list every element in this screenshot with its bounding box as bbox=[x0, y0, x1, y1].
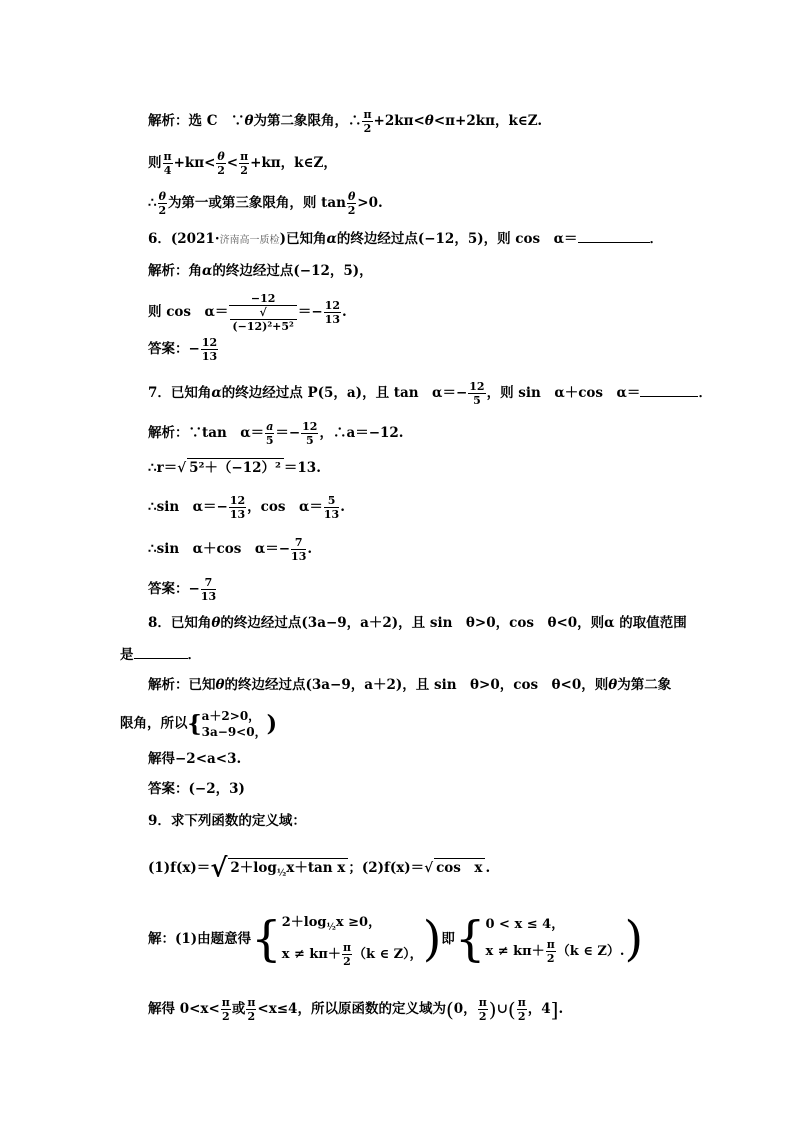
q7-sin-cos: ∴sin α＝− $\frac{12}{13}$ ，cos α＝ $\frac{5}{13}$ . bbox=[148, 494, 345, 521]
question-9: 9．求下列函数的定义域： bbox=[148, 813, 306, 829]
fraction: $\frac{\pi}{2}$ bbox=[478, 996, 487, 1023]
fraction: $\frac{\pi}{2}$ bbox=[221, 996, 230, 1023]
inequality-system: a＋2>0， 3a−9<0， bbox=[201, 709, 267, 739]
q8-answer: 答案：(−2，3) bbox=[148, 781, 245, 797]
answer-blank bbox=[578, 230, 650, 243]
fraction: $\frac{\pi}{2}$ bbox=[247, 996, 256, 1023]
fraction: $\frac{12}{5}$ bbox=[469, 380, 485, 407]
q8-solution-line: 解析：已知θ的终边经过点(3a−9，a＋2)，且 sin θ>0，cos θ<0，则θ为第二象 bbox=[148, 677, 672, 693]
solution-line-3: ∴ $\frac{\theta}{2}$ 为第一或第三象限角，则 tan $\frac{\theta}{2}$ >0. bbox=[148, 190, 383, 217]
fraction: $\frac{\theta}{2}$ bbox=[347, 190, 356, 217]
q9-functions: (1)f(x)＝√ $2+\log_{\frac{1}{2}}x+\tan$ x ；(2)f(x)＝√ cos x . bbox=[148, 853, 491, 884]
condition-system: $2+\log_{\frac{1}{2}}x \ge 0$， x ≠ kπ＋ $\frac{\pi}{2}$ （k ∈ Z）， bbox=[281, 915, 423, 968]
fraction: $\frac{12}{13}$ bbox=[324, 299, 340, 326]
fraction: $\frac{\theta}{2}$ bbox=[158, 190, 167, 217]
fraction: $\frac{7}{13}$ bbox=[291, 536, 307, 563]
answer-blank bbox=[134, 646, 188, 659]
fraction: $\frac{5}{13}$ bbox=[323, 494, 340, 521]
q8-solve: 解得−2<a<3. bbox=[148, 751, 242, 767]
fraction: $\frac{\pi}{2}$ bbox=[546, 938, 555, 966]
fraction: $\frac{7}{13}$ bbox=[200, 576, 217, 603]
q7-radius: ∴r＝√ 5²＋（−12）² ＝13. bbox=[148, 460, 321, 476]
question-8: 8．已知角θ的终边经过点(3a−9，a＋2)，且 sin θ>0，cos θ<0，则α 的取值范围 bbox=[148, 615, 687, 631]
fraction: $\frac{12}{5}$ bbox=[302, 420, 318, 447]
solution-line-2: 则 $\frac{\pi}{4}$ +kπ< $\frac{\theta}{2}$ < $\frac{\pi}{2}$ +kπ，k∈Z， bbox=[148, 150, 337, 177]
fraction: $\frac{\pi}{2}$ bbox=[342, 940, 351, 968]
q6-solution-line: 解析：角α的终边经过点(−12，5)， bbox=[148, 263, 373, 279]
question-6: 6．(2021·济南高一质检)已知角α的终边经过点(−12，5)，则 cos α＝ ． bbox=[148, 231, 664, 247]
q6-computation: 则 cos α＝ −12 √ (−12)²+5² ＝− $\frac{12}{13}$ . bbox=[148, 292, 347, 333]
question-7: 7．已知角α的终边经过点 P(5，a)，且 tan α＝− $\frac{12}{5}$ ，则 sin α＋cos α＝ ． bbox=[148, 380, 712, 407]
fraction: $\frac{a}{5}$ bbox=[265, 420, 274, 447]
q8-system: 限角，所以{ a＋2>0， 3a−9<0， ) bbox=[120, 709, 278, 739]
answer-blank bbox=[640, 384, 698, 397]
q9-solution: 解：(1)由题意得{ $2+\log_{\frac{1}{2}}x \ge 0$， x ≠ kπ＋ $\frac{\pi}{2}$ （k ∈ Z）， )即{ 0 < x ≤ 4， x ≠ kπ＋ $\frac{\pi}{2}$ （k ∈ Z）. ) bbox=[148, 910, 644, 968]
fraction: $\frac{\pi}{2}$ bbox=[517, 996, 526, 1023]
radical: $2+\log_{\frac{1}{2}}x+\tan$ x bbox=[228, 858, 348, 883]
solution-line-1: 解析：选 C ∵θ为第二象限角，∴ $\frac{\pi}{2}$ +2kπ<θ<π+2kπ，k∈Z. bbox=[148, 108, 543, 135]
fraction: $\frac{\pi}{2}$ bbox=[240, 150, 249, 177]
question-8-cont: 是 ． bbox=[120, 647, 201, 663]
q9-result: 解得 0<x< $\frac{\pi}{2}$ 或 $\frac{\pi}{2}$ <x≤4，所以原函数的定义域为(0， $\frac{\pi}{2}$ )∪( $\frac{\pi}{2}$ ，4]. bbox=[148, 996, 564, 1023]
q7-solution-line: 解析：∵tan α＝ $\frac{a}{5}$ ＝− $\frac{12}{5}$ ，∴a＝−12. bbox=[148, 420, 404, 447]
q7-answer: 答案：− $\frac{7}{13}$ bbox=[148, 576, 217, 603]
fraction: $\frac{\theta}{2}$ bbox=[217, 150, 225, 177]
condition-system-2: 0 < x ≤ 4， x ≠ kπ＋ $\frac{\pi}{2}$ （k ∈ Z）. bbox=[485, 917, 625, 966]
fraction: $\frac{\pi}{2}$ bbox=[363, 108, 372, 135]
q6-answer: 答案：− $\frac{12}{13}$ bbox=[148, 336, 218, 363]
q7-sum: ∴sin α＋cos α＝− $\frac{7}{13}$ . bbox=[148, 536, 313, 563]
fraction: −12 √ (−12)²+5² bbox=[229, 292, 296, 333]
fraction: $\frac{12}{13}$ bbox=[229, 494, 246, 521]
fraction: $\frac{12}{13}$ bbox=[201, 336, 218, 363]
fraction: $\frac{\pi}{4}$ bbox=[163, 150, 172, 177]
